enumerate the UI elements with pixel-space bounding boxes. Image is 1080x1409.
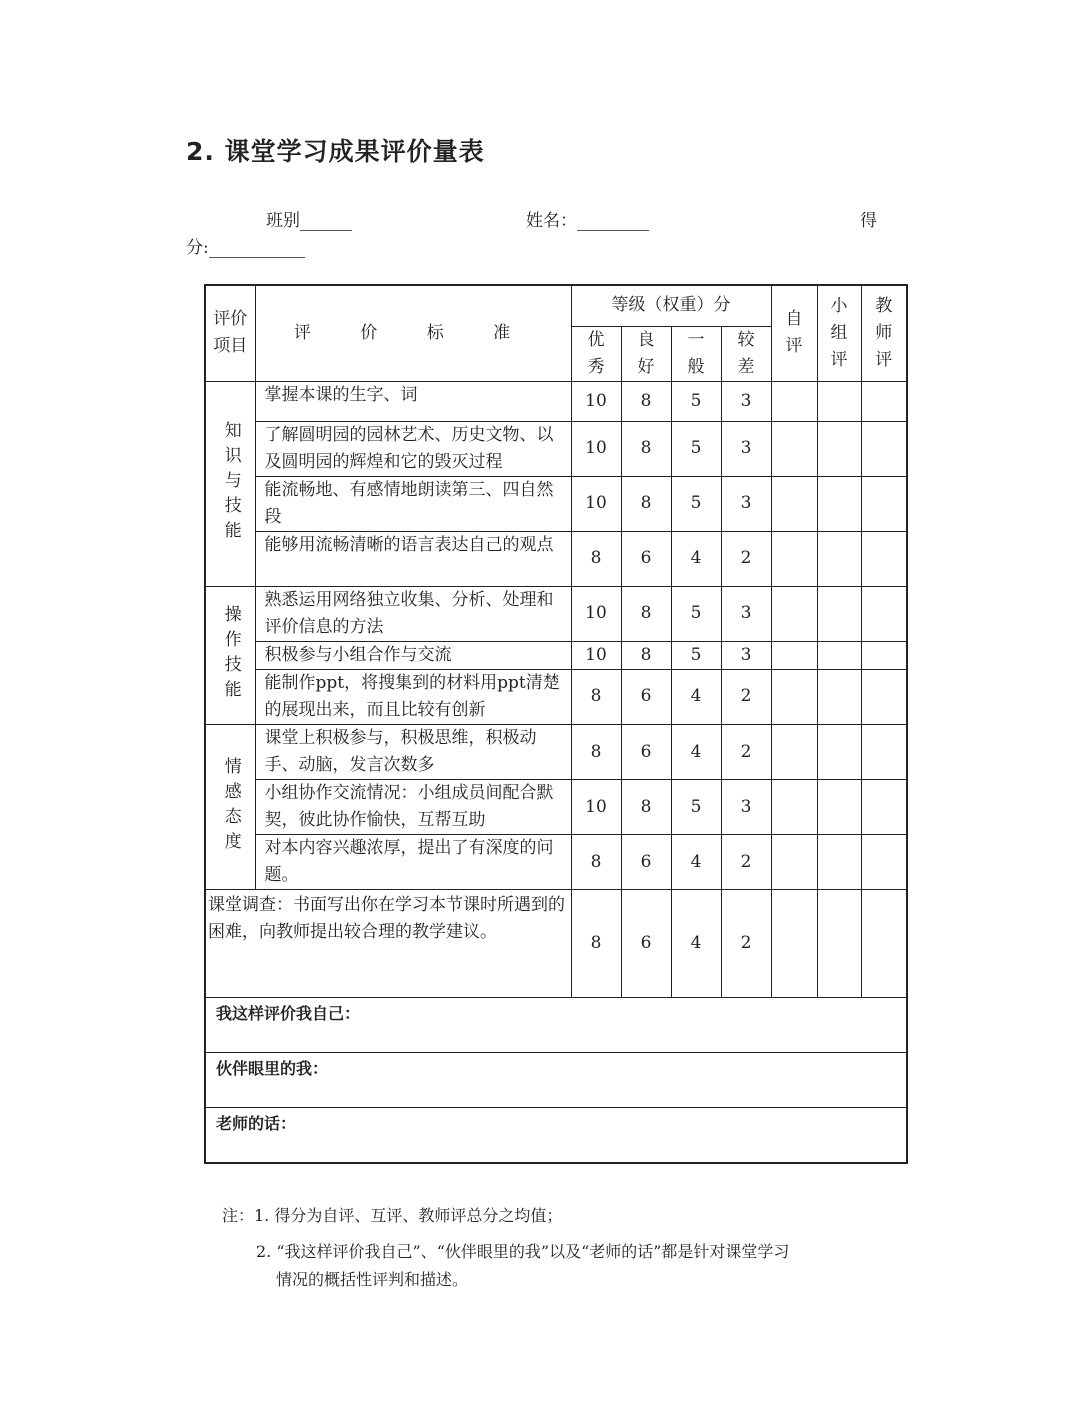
score-cell: 3 — [721, 476, 771, 531]
teacher-eval-cell[interactable] — [861, 890, 907, 998]
score-cell: 6 — [621, 669, 671, 724]
name-field — [526, 206, 649, 231]
survey-row — [205, 890, 907, 998]
score-cell: 8 — [571, 890, 621, 998]
self-eval-cell[interactable] — [771, 641, 817, 669]
self-eval-cell[interactable] — [771, 890, 817, 998]
header-grade: 等级（权重）分 — [571, 285, 771, 326]
header-level-good: 良好 — [621, 326, 671, 381]
score-cell: 6 — [621, 724, 671, 779]
header-standard: 评 价 标 准 — [255, 285, 571, 381]
note-line-3: 情况的概括性评判和描述。 — [276, 1270, 469, 1289]
section-emotion: 情感态度 — [205, 724, 255, 889]
score-cell: 8 — [621, 381, 671, 421]
teacher-eval-cell[interactable] — [861, 586, 907, 641]
criterion: 课堂上积极参与，积极思维，积极动手、动脑，发言次数多 — [255, 724, 571, 779]
self-eval-cell[interactable] — [771, 476, 817, 531]
note-line-1: 注：1. 得分为自评、互评、教师评总分之均值； — [222, 1206, 563, 1225]
score-cell: 4 — [671, 724, 721, 779]
score-cell: 2 — [721, 835, 771, 890]
score-cell: 3 — [721, 381, 771, 421]
self-eval-cell[interactable] — [771, 381, 817, 421]
header-level-average: 一般 — [671, 326, 721, 381]
header-item: 评价项目 — [205, 285, 255, 381]
criterion: 能制作ppt，将搜集到的材料用ppt清楚的展现出来，而且比较有创新 — [255, 669, 571, 724]
note-line-2: 2. “我这样评价我自己”、“伙伴眼里的我”以及“老师的话”都是针对课堂学习 — [256, 1242, 790, 1261]
score-cell: 10 — [571, 641, 621, 669]
score-cell: 8 — [571, 531, 621, 586]
group-eval-cell[interactable] — [817, 421, 861, 476]
score-cell: 5 — [671, 586, 721, 641]
name-label: 姓名： — [526, 211, 577, 231]
group-eval-cell[interactable] — [817, 669, 861, 724]
header-level-excellent: 优秀 — [571, 326, 621, 381]
score-cell: 4 — [671, 531, 721, 586]
self-eval-cell[interactable] — [771, 586, 817, 641]
criterion: 掌握本课的生字、词 — [255, 381, 571, 421]
table-row — [205, 641, 907, 669]
class-field — [266, 206, 352, 231]
score-cell: 2 — [721, 669, 771, 724]
score-cell: 8 — [621, 641, 671, 669]
score-cell: 8 — [571, 835, 621, 890]
score-cell: 3 — [721, 780, 771, 835]
table-row — [205, 835, 907, 890]
criterion: 熟悉运用网络独立收集、分析、处理和评价信息的方法 — [255, 586, 571, 641]
score-cell: 4 — [671, 835, 721, 890]
score-cell: 4 — [671, 890, 721, 998]
group-eval-cell[interactable] — [817, 381, 861, 421]
score-cell: 10 — [571, 476, 621, 531]
score-cell: 10 — [571, 780, 621, 835]
score-label-part2: 分: — [186, 238, 209, 258]
score-cell: 2 — [721, 531, 771, 586]
self-eval-cell[interactable] — [771, 780, 817, 835]
class-blank[interactable] — [300, 210, 352, 231]
score-cell: 5 — [671, 421, 721, 476]
header-level-poor: 较差 — [721, 326, 771, 381]
section-operation: 操作技能 — [205, 586, 255, 724]
score-cell: 5 — [671, 381, 721, 421]
teacher-eval-cell[interactable] — [861, 835, 907, 890]
self-eval-cell[interactable] — [771, 835, 817, 890]
score-cell: 10 — [571, 421, 621, 476]
score-cell: 2 — [721, 724, 771, 779]
criterion: 能流畅地、有感情地朗读第三、四自然段 — [255, 476, 571, 531]
table-row — [205, 381, 907, 421]
teacher-eval-cell[interactable] — [861, 476, 907, 531]
score-field — [186, 233, 305, 258]
name-blank[interactable] — [577, 210, 649, 231]
score-cell: 5 — [671, 780, 721, 835]
teacher-eval-cell[interactable] — [861, 724, 907, 779]
teacher-eval-cell[interactable] — [861, 531, 907, 586]
table-row — [205, 421, 907, 476]
self-eval-cell[interactable] — [771, 421, 817, 476]
table-row — [205, 531, 907, 586]
table-row — [205, 669, 907, 724]
self-eval-cell[interactable] — [771, 724, 817, 779]
survey-text: 课堂调查：书面写出你在学习本节课时所遇到的困难，向教师提出较合理的教学建议。 — [205, 890, 571, 998]
self-evaluation-field[interactable]: 我这样评价我自己： — [205, 998, 907, 1053]
group-eval-cell[interactable] — [817, 586, 861, 641]
criterion: 小组协作交流情况：小组成员间配合默契，彼此协作愉快，互帮互助 — [255, 780, 571, 835]
score-cell: 3 — [721, 641, 771, 669]
section-knowledge: 知识与技能 — [205, 381, 255, 586]
score-cell: 5 — [671, 476, 721, 531]
group-eval-cell[interactable] — [817, 724, 861, 779]
score-label-part1: 得 — [860, 211, 877, 231]
score-blank[interactable] — [209, 237, 305, 258]
score-cell: 6 — [621, 835, 671, 890]
teacher-eval-cell[interactable] — [861, 421, 907, 476]
score-cell: 8 — [621, 476, 671, 531]
teacher-eval-cell[interactable] — [861, 780, 907, 835]
criterion: 了解圆明园的园林艺术、历史文物、以及圆明园的辉煌和它的毁灭过程 — [255, 421, 571, 476]
score-cell: 3 — [721, 421, 771, 476]
table-row — [205, 476, 907, 531]
table-row — [205, 724, 907, 779]
criterion: 积极参与小组合作与交流 — [255, 641, 571, 669]
score-cell: 4 — [671, 669, 721, 724]
group-eval-cell[interactable] — [817, 476, 861, 531]
peer-evaluation-field[interactable]: 伙伴眼里的我： — [205, 1053, 907, 1108]
score-cell: 3 — [721, 586, 771, 641]
class-label: 班别 — [266, 211, 300, 231]
score-cell: 6 — [621, 531, 671, 586]
score-cell: 5 — [671, 641, 721, 669]
group-eval-cell[interactable] — [817, 835, 861, 890]
page-title: 2. 课堂学习成果评价量表 — [186, 137, 485, 166]
score-cell: 8 — [571, 724, 621, 779]
score-cell: 8 — [621, 780, 671, 835]
header-group: 小组评 — [817, 285, 861, 381]
notes — [222, 1202, 789, 1294]
criterion: 对本内容兴趣浓厚，提出了有深度的问题。 — [255, 835, 571, 890]
score-cell: 2 — [721, 890, 771, 998]
header-teacher: 教师评 — [861, 285, 907, 381]
self-eval-cell[interactable] — [771, 531, 817, 586]
score-cell: 10 — [571, 586, 621, 641]
evaluation-table — [204, 284, 908, 1164]
group-eval-cell[interactable] — [817, 641, 861, 669]
score-cell: 8 — [621, 421, 671, 476]
teacher-eval-cell[interactable] — [861, 669, 907, 724]
group-eval-cell[interactable] — [817, 531, 861, 586]
score-cell: 10 — [571, 381, 621, 421]
table-row — [205, 780, 907, 835]
score-cell: 6 — [621, 890, 671, 998]
teacher-eval-cell[interactable] — [861, 641, 907, 669]
criterion: 能够用流畅清晰的语言表达自己的观点 — [255, 531, 571, 586]
score-cell: 8 — [571, 669, 621, 724]
teacher-eval-cell[interactable] — [861, 381, 907, 421]
group-eval-cell[interactable] — [817, 780, 861, 835]
teacher-comment-field[interactable]: 老师的话： — [205, 1108, 907, 1163]
table-row — [205, 586, 907, 641]
group-eval-cell[interactable] — [817, 890, 861, 998]
self-eval-cell[interactable] — [771, 669, 817, 724]
score-cell: 8 — [621, 586, 671, 641]
header-self: 自评 — [771, 285, 817, 381]
